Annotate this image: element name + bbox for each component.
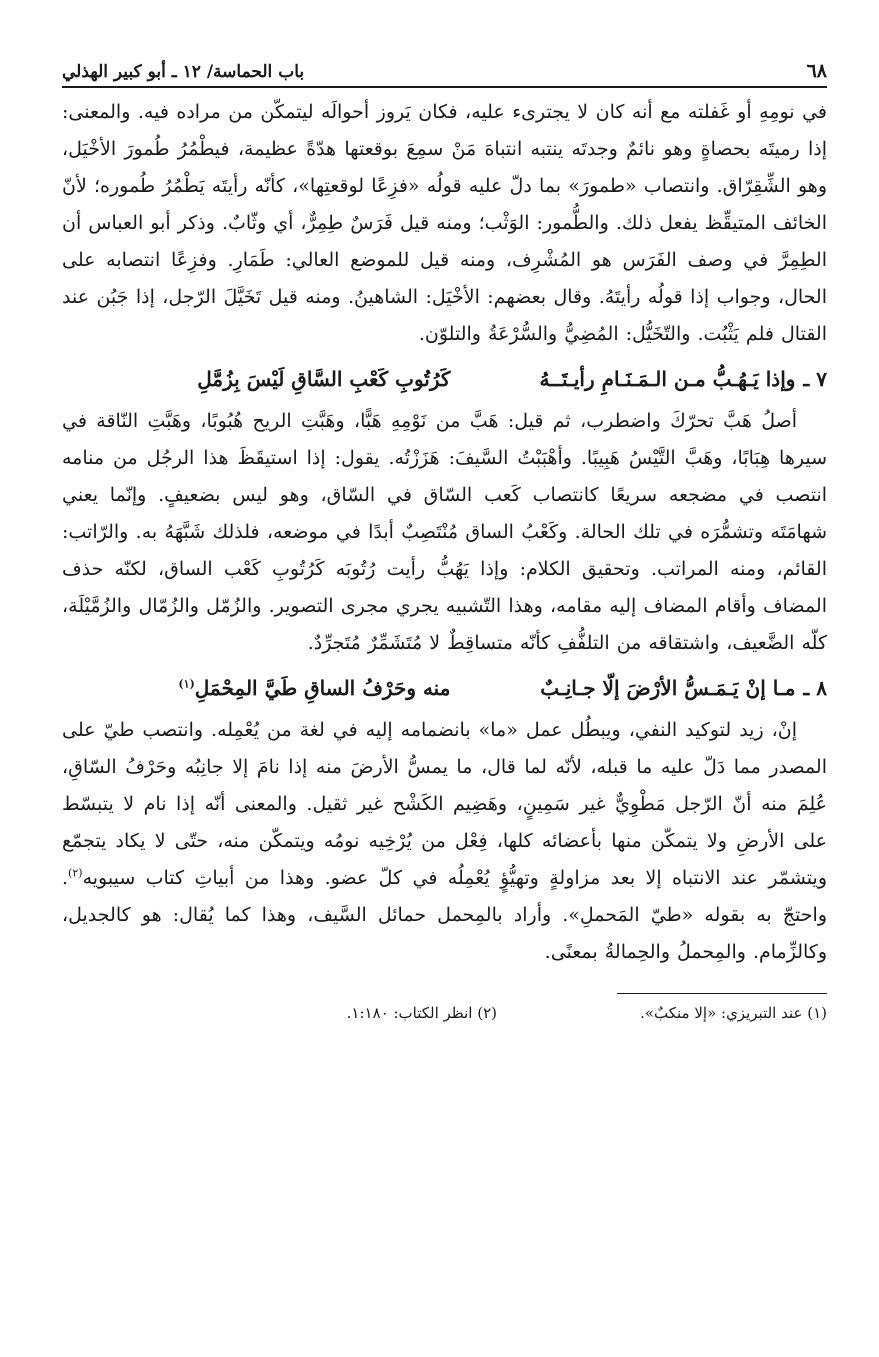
- paragraph-1: في نومِهِ أو غَفلته مع أنه كان لا يجترىء عليه، فكان يَروز أحوالَه ليتمكّن من مراده فيه. والمعنى: إذا رميتَه بحصاةٍ وهو نائمٌ وجدتَه ينتبه انتباهَ مَنْ سمِعَ بوقعتها هدّةً عظيمة، فيطْمُرُ طُمورَ الأخْيَل، وهو الشِّقِرّاق. وانتصاب «طمورَ» بما دلّ عليه قولُه «فزِعًا لوقعتِها»، كأنّه رأيتَه يَطْمُرُ طُموره؛ لأنّ الخائف المتيقِّظ يفعل ذلك. والطُّمور: الوَثْب؛ ومنه قيل فَرَسٌ طِمِرٌّ، أي وثّابٌ. وذكر أبو العباس أن الطِمِرَّ في وصف الفَرَس هو المُشْرِف، ومنه قيل للموضع العالي: طَمَارِ. وفزِعًا انتصابه على الحال، وجواب إذا قولُه رأيتَهُ. وقال بعضهم: الأخْيَل: الشاهينُ. ومنه قيل تَخَيَّلَ الرّجل، إذا جَبُن عند القتال فلم يَثْبُت. والتّخَيُّل: المُضِيُّ والسُّرْعَةُ والتلوّن.: [62, 101, 827, 345]
- verse-7: [62, 357, 827, 401]
- paragraph-3: [62, 712, 827, 971]
- running-title: باب الحماسة/ ١٢ ـ أبو كبير الهذلي: [62, 62, 305, 82]
- paragraph-3-end: . واحتجّ به بقوله «طيّ المَحملِ». وأراد بالمِحمل حمائل السَّيف، وهذا كما يُقال: هو كالجديل، وكالزِّمام. والمِحملُ والحِمالةُ بمعنًى.: [62, 867, 827, 963]
- page-header: [62, 48, 827, 88]
- footnote-2: (٢) انظر الكتاب: ١:١٨٠.: [346, 1004, 497, 1022]
- footnotes: [62, 1004, 827, 1022]
- verse-hemistich-second: كَرُتُوبِ كَعْبِ السَّاقِ لَيْسَ بِزُمَّلِ: [197, 367, 451, 391]
- verse-hemistich-first: وإذا يَـهُـبُّ مـن الـمَـنَـامِ رأيـتَــهُ: [539, 367, 796, 391]
- footnote-ref[interactable]: (١): [178, 677, 195, 691]
- footnote-divider: [617, 993, 827, 994]
- footnote-ref[interactable]: (٢): [68, 866, 83, 880]
- verse-number: ٨ ـ: [803, 676, 827, 700]
- verse-hemistich-second: [62, 666, 450, 710]
- verse-hemistich-first: مـا إنْ يَـمَـسُّ الأرْضَ إلّا جـانِـبٌ: [540, 676, 796, 700]
- page: [62, 48, 827, 1022]
- footnote-1: (١) عند التبريزي: «إلا منكبٌ».: [640, 1004, 827, 1022]
- verse-text: منه وحَرْفُ الساقِ طَيَّ المِحْمَلِ: [194, 676, 451, 700]
- paragraph-3-text: إنْ، زيد لتوكيد النفي، ويبطُل عمل «ما» بانضمامه إليه في لغة من يُعْمِله. وانتصب طيّ على المصدر مما دَلّ عليه ما قبله، لأنّه لما قال، ما يمسُّ الأرضَ منه إذا نامَ إلا جانِبُه وحَرْفُ السّاقِ، عُلِمَ منه أنّ الرّجل مَطْوِيٌّ غير سَمِينٍ، وهَضِيم الكَشْح غير ثقيل. والمعنى أنّه إذا نام لا يتبسّط على الأرضِ ولا يتمكّن منها بأعضائه كلها، فِعْل من يُرْخِيه نومُه ويتمكّن منه، حتّى لا يكاد يتجمّع ويتشمّر عند الانتباه إلا بعد مزاولةٍ وتهيُّؤٍ يُعْمِلُه في كلّ عضو. وهذا من أبياتِ كتاب سيبويه: [62, 719, 827, 889]
- paragraph-2: أصلُ هَبَّ تحرّكَ واضطرب، ثم قيل: هَبَّ من نَوْمِهِ هَبًّا، وهَبَّتِ الريح هُبُوبًا، وهَبَّتِ النّاقة في سيرها هِبَابًا، وهَبَّ التَّيْسُ هَبِيبًا. وأهْبَبْتُ السَّيفَ: هَزَزْتُه. يقول: إذا استيقَظَ هذا الرجُل من منامه انتصب في مضجعه سريعًا كانتصاب كَعب السّاق في السّاق، وهو ليس بضعيفٍ. وإنّما يعني شهامَتَه وتشمُّرَه في تلك الحالة. وكَعْبُ الساق مُنْتَصِبٌ أبدًا في موضعه، فلذلك شَبَّهَهُ به. والرّاتب: القائم، ومنه المراتب. وتحقيق الكلام: وإذا يَهُبُّ رأيت رُتُوبَه كَرُتُوبِ كَعْب الساق، لكنّه حذف المضاف وأقام المضاف إليه مقامه، وهذا التّشبيه يجري مجرى التصوير. والزُمّل والزُمّال والزُمَّيْلَة، كلّه الضَّعيف، واشتقاقه من التلفُّفِ كأنّه متساقِطٌ لا مُتَشَمِّرٌ مُتَجرِّدٌ.: [62, 410, 827, 654]
- verse-number: ٧ ـ: [803, 367, 827, 391]
- page-number: ٦٨: [806, 60, 827, 82]
- verse-8: [62, 666, 827, 710]
